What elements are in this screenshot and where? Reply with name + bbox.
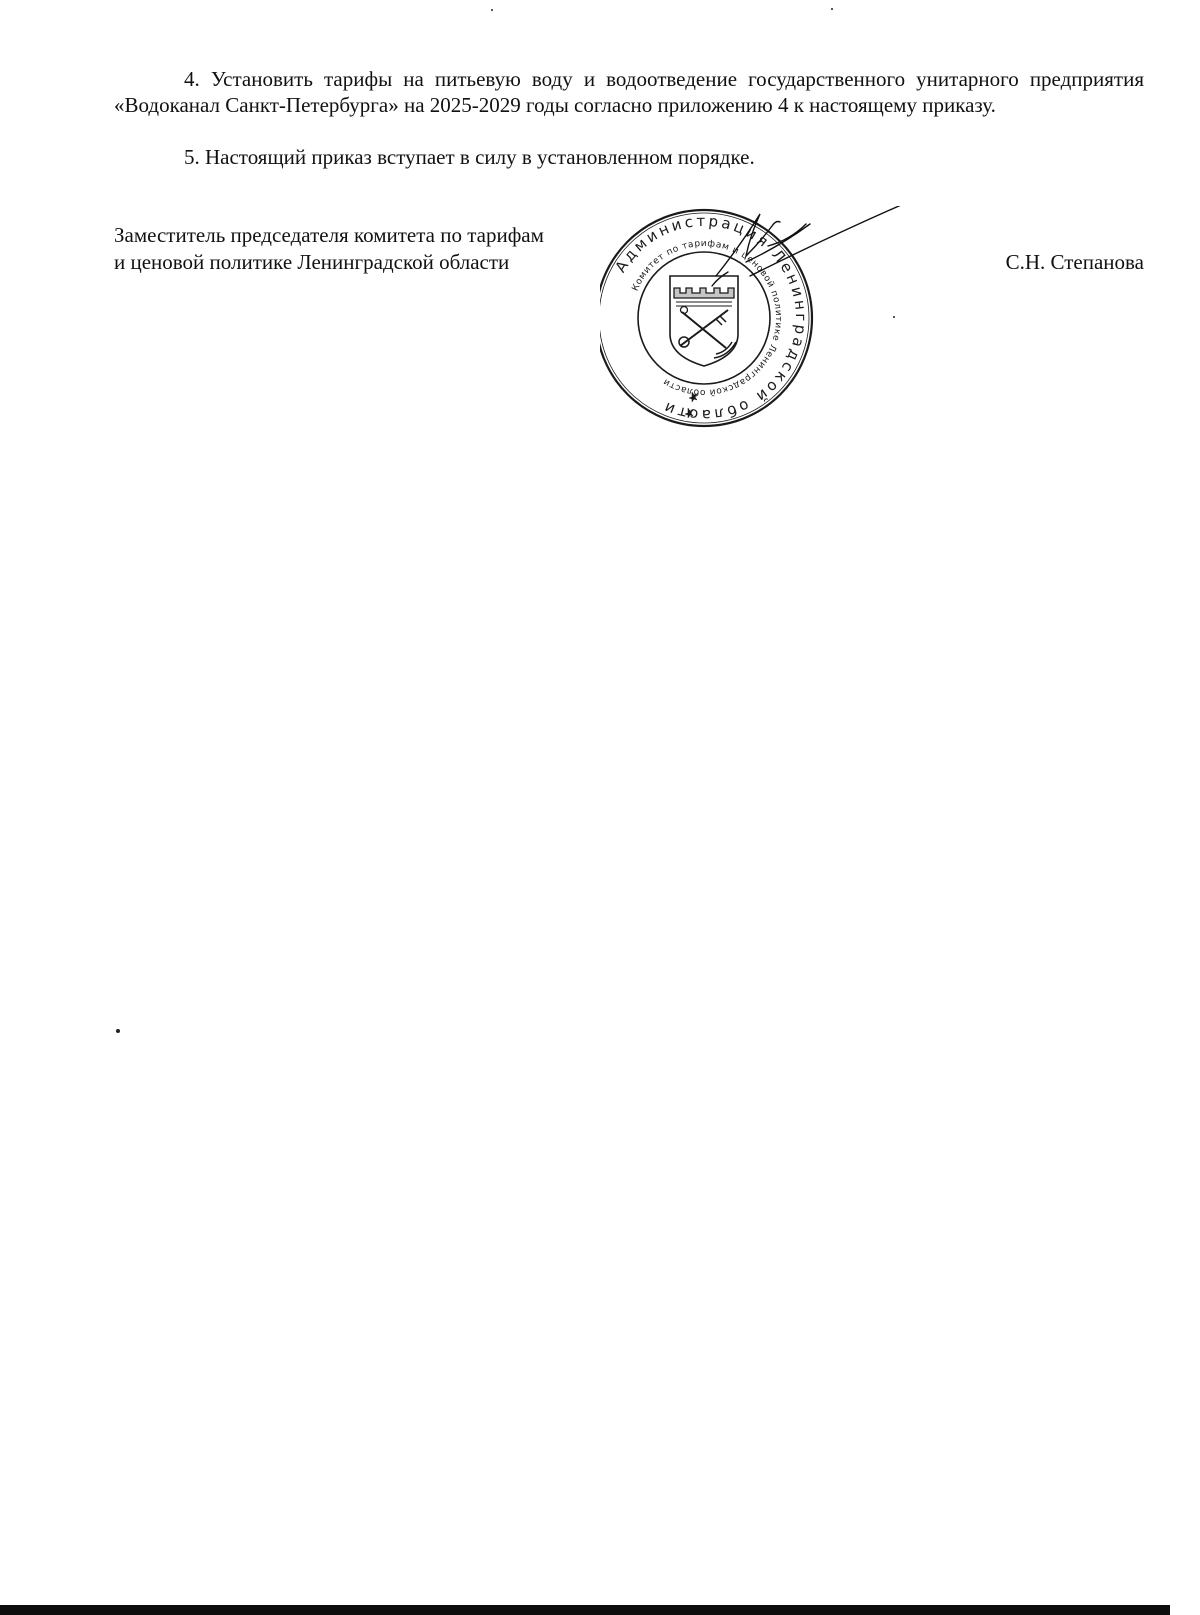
scan-speck [491,9,493,11]
signatory-name: С.Н. Степанова [1005,250,1144,274]
seal-outer-text: Администрация Ленинградской области [611,211,811,425]
official-seal-stamp [600,206,940,436]
signatory-position-line2: и ценовой политике Ленинградской области [114,250,510,274]
scan-speck [116,1029,120,1033]
order-item-5: 5. Настоящий приказ вступает в силу в установленном порядке. [184,145,755,169]
scan-speck [831,8,833,10]
scan-edge-bar [0,1605,1170,1615]
scan-speck [893,316,895,318]
signatory-position [114,222,544,276]
signatory-position-line1: Заместитель председателя комитета по тарифам [114,223,544,247]
order-item-4: 4. Установить тарифы на питьевую воду и водоотведение государственного унитарного предприятия «Водоканал Санкт-Петербурга» на 2025-2029 годы согласно приложению 4 к настоящему приказу. [114,67,1144,117]
seal-inner-text: Комитет по тарифам и ценовой политике Ленинградской области [630,238,784,398]
handwritten-signature [712,206,908,286]
